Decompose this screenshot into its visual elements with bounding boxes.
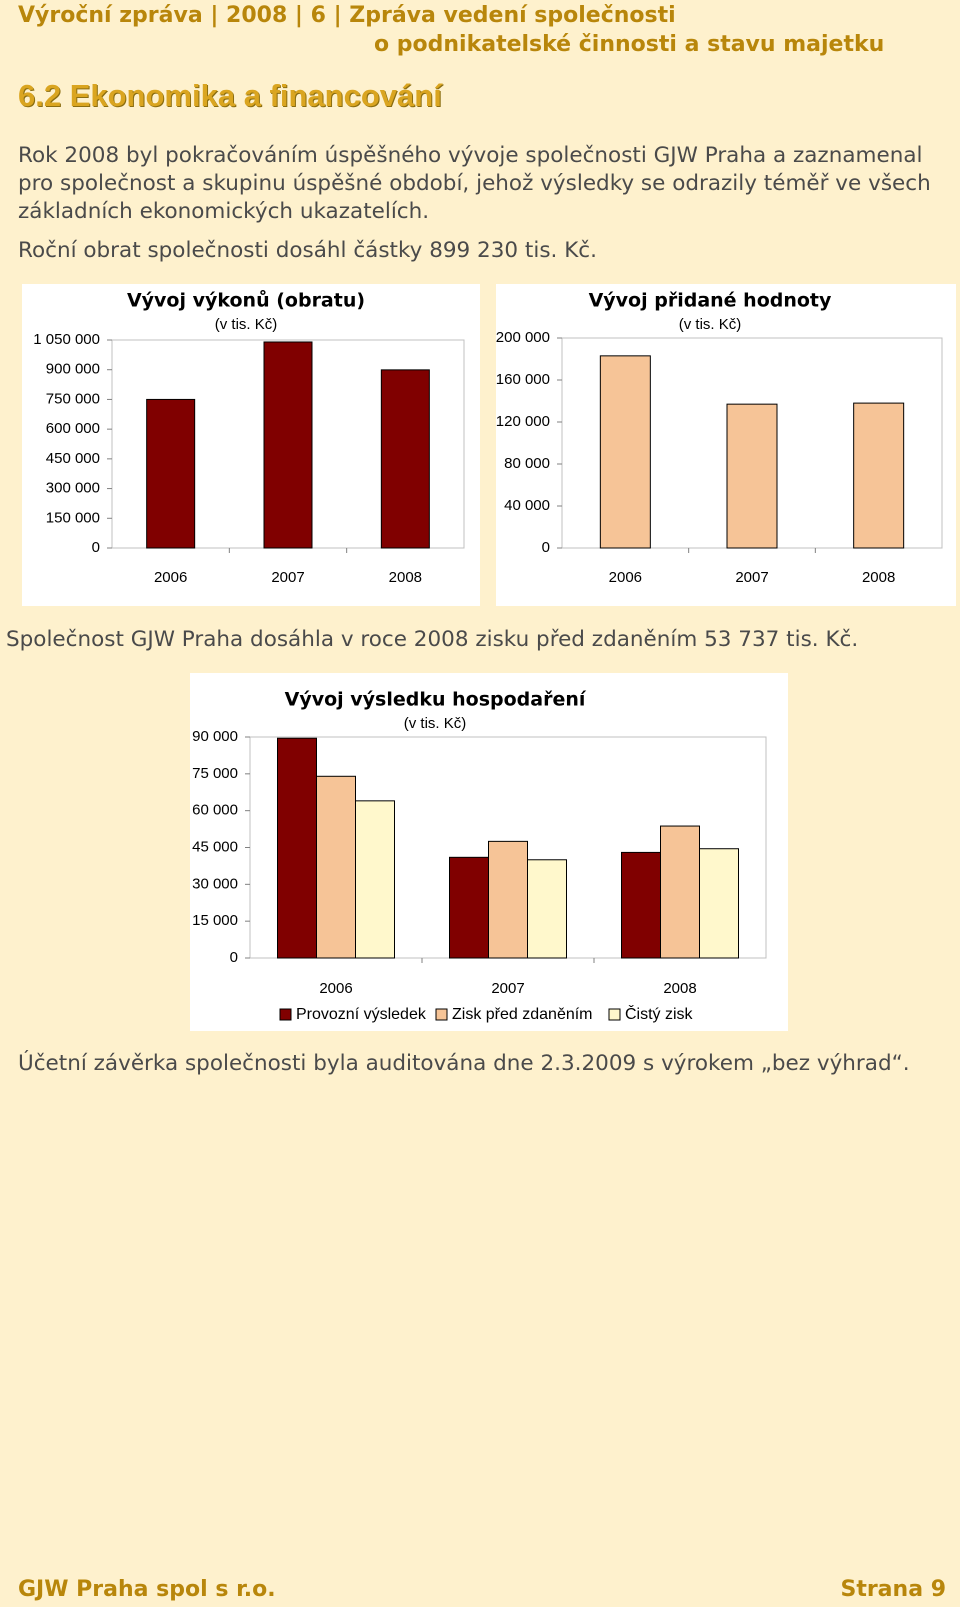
report-header-line1: Výroční zpráva | 2008 | 6 | Zpráva vedení společnosti bbox=[18, 3, 676, 28]
result-bar-2006-s1 bbox=[317, 776, 356, 958]
value-added-chart-title: Vývoj přidané hodnoty bbox=[588, 289, 832, 312]
value-added-category-label: 2007 bbox=[735, 568, 769, 586]
turnover-bar-2006 bbox=[147, 399, 195, 548]
result-y-tick-label: 90 000 bbox=[192, 727, 238, 745]
value-added-y-tick-label: 200 000 bbox=[496, 328, 550, 346]
turnover-y-tick-label: 450 000 bbox=[45, 449, 100, 467]
value-added-bar-2008 bbox=[854, 403, 904, 548]
result-bar-2008-s0 bbox=[622, 852, 661, 958]
value-added-y-tick-label: 80 000 bbox=[504, 454, 550, 472]
turnover-y-tick-label: 0 bbox=[91, 538, 100, 556]
value-added-chart bbox=[496, 284, 956, 606]
turnover-category-label: 2008 bbox=[388, 568, 423, 586]
result-category-label: 2007 bbox=[491, 979, 525, 997]
result-bar-2006-s0 bbox=[278, 738, 317, 958]
turnover-bar-2007 bbox=[264, 342, 312, 548]
value-added-y-tick-label: 40 000 bbox=[504, 496, 550, 514]
report-header-line2: o podnikatelské činnosti a stavu majetku bbox=[374, 32, 885, 57]
turnover-chart-title: Vývoj výkonů (obratu) bbox=[126, 289, 366, 312]
result-bar-2006-s2 bbox=[356, 801, 395, 958]
result-legend-swatch bbox=[280, 1009, 291, 1020]
value-added-category-label: 2008 bbox=[861, 568, 896, 586]
turnover-y-tick-label: 750 000 bbox=[45, 390, 100, 408]
turnover-chart-subtitle: (v tis. Kč) bbox=[214, 315, 278, 333]
result-legend-swatch bbox=[436, 1009, 447, 1020]
footer-company: GJW Praha spol s r.o. bbox=[18, 1577, 276, 1602]
value-added-category-label: 2006 bbox=[608, 568, 643, 586]
turnover-y-tick-label: 600 000 bbox=[45, 420, 100, 438]
result-bar-2008-s2 bbox=[700, 849, 739, 958]
value-added-y-tick-label: 0 bbox=[541, 538, 550, 556]
turnover-category-label: 2007 bbox=[271, 568, 305, 586]
value-added-bar-2007 bbox=[727, 404, 777, 548]
economic-result-chart bbox=[190, 673, 788, 1031]
result-y-tick-label: 60 000 bbox=[192, 801, 238, 819]
result-category-label: 2008 bbox=[663, 979, 697, 997]
turnover-bar-2008 bbox=[381, 370, 429, 548]
result-y-tick-label: 15 000 bbox=[192, 912, 238, 930]
value-added-bar-2006 bbox=[600, 356, 650, 548]
result-y-tick-label: 75 000 bbox=[192, 764, 238, 782]
result-chart-subtitle: (v tis. Kč) bbox=[403, 714, 467, 732]
profit-paragraph: Společnost GJW Praha dosáhla v roce 2008 zisku před zdaněním 53 737 tis. Kč. bbox=[6, 627, 859, 652]
result-category-label: 2006 bbox=[319, 979, 353, 997]
value-added-chart-subtitle: (v tis. Kč) bbox=[678, 315, 742, 333]
result-y-tick-label: 0 bbox=[229, 948, 238, 966]
result-bar-2007-s2 bbox=[528, 860, 567, 958]
turnover-category-label: 2006 bbox=[153, 568, 188, 586]
footer-page-number: Strana 9 bbox=[840, 1577, 946, 1602]
turnover-y-tick-label: 900 000 bbox=[45, 360, 100, 378]
turnover-y-tick-label: 300 000 bbox=[45, 479, 100, 497]
turnover-chart bbox=[22, 284, 480, 606]
result-bar-2007-s1 bbox=[489, 841, 528, 958]
turnover-y-tick-label: 150 000 bbox=[45, 509, 100, 527]
result-bar-2008-s1 bbox=[661, 826, 700, 958]
result-y-tick-label: 30 000 bbox=[192, 875, 238, 893]
turnover-paragraph: Roční obrat společnosti dosáhl částky 899 230 tis. Kč. bbox=[18, 238, 597, 263]
result-legend-label: Provozní výsledek bbox=[296, 1006, 426, 1024]
result-bar-2007-s0 bbox=[450, 857, 489, 958]
result-legend-label: Zisk před zdaněním bbox=[452, 1006, 593, 1024]
result-y-tick-label: 45 000 bbox=[192, 838, 238, 856]
turnover-chart-svg bbox=[22, 284, 480, 606]
turnover-y-tick-label: 1 050 000 bbox=[33, 330, 100, 348]
economic-result-chart-svg bbox=[190, 673, 788, 1031]
value-added-y-tick-label: 120 000 bbox=[496, 412, 550, 430]
value-added-y-tick-label: 160 000 bbox=[496, 370, 550, 388]
intro-paragraph: Rok 2008 byl pokračováním úspěšného vývoje společnosti GJW Praha a zaznamenal pro společnost a skupinu úspěšné období, jehož výsledky se odrazily téměř ve všech základních ekonomických ukazatelích. bbox=[18, 143, 931, 224]
audit-paragraph: Účetní závěrka společnosti byla auditována dne 2.3.2009 s výrokem „bez výhrad“. bbox=[18, 1051, 910, 1076]
section-title: 6.2 Ekonomika a financování bbox=[18, 78, 442, 113]
result-legend-label: Čistý zisk bbox=[625, 1006, 693, 1024]
result-chart-title: Vývoj výsledku hospodaření bbox=[284, 688, 586, 711]
result-legend-swatch bbox=[609, 1009, 620, 1020]
value-added-chart-svg bbox=[496, 284, 956, 606]
